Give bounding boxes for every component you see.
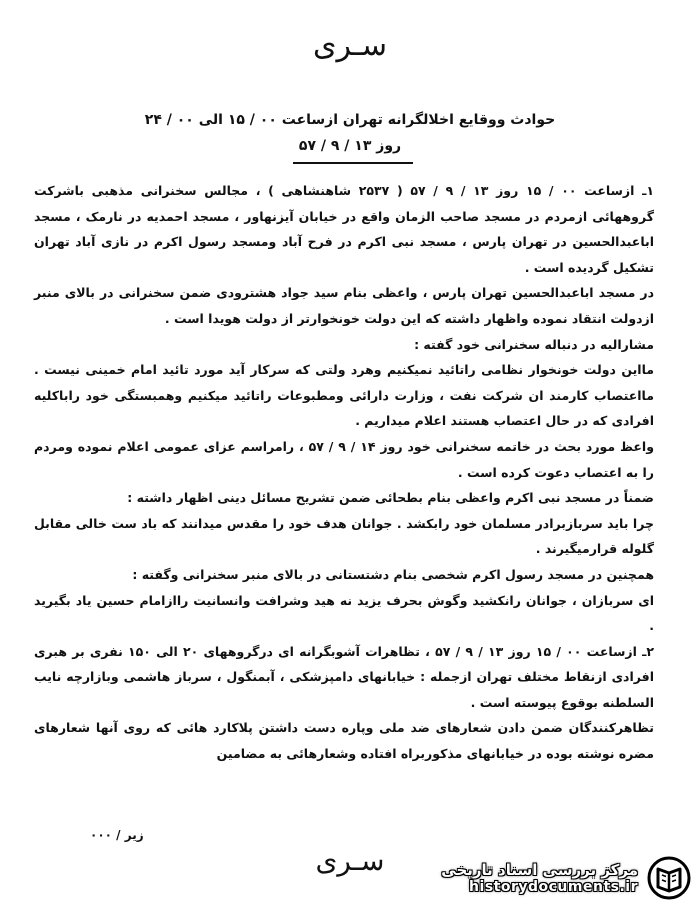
paragraph-9: ای سربازان ، جوانان رانکشید وگوش بحرف یزید نه هید وشرافت وانسانیت راازامام حسین یاد بگیرید .	[34, 592, 654, 634]
watermark	[402, 848, 692, 908]
watermark-url: historydocuments.ir	[469, 879, 638, 895]
classification-stamp-bottom: سـری	[315, 844, 385, 877]
watermark-text	[441, 861, 638, 895]
document-date: روز ۱۳ / ۹ / ۵۷	[298, 138, 402, 154]
paragraph-5: واعظ مورد بحث در خاتمه سخنرانی خود روز ۱۴ / ۹ / ۵۷ ، رامراسم عزای عمومی اعلام نموده ومردم را به اعتصاب دعوت کرده است .	[34, 438, 654, 480]
classification-stamp-top: سـری	[313, 28, 387, 63]
page-marker: زیر / ۰۰۰	[90, 828, 144, 842]
paragraph-4: مااین دولت خونخوار نظامی راتائید نمیکنیم وهرد ولتی که سرکار آید مورد تائید امام خمینی نیست . مااعتصاب کارمند ان شرکت نفت ، وزارت دارائی ومطبوعات راتائید میکنیم وهمبستگی خود راباکلیه افرادی که در حال اعتصاب هستند اعلام میداریم .	[34, 362, 654, 429]
paragraph-3: مشارالیه در دنباله سخنرانی خود گفته :	[414, 336, 654, 352]
paragraph-1: ۱ـ ازساعت ۰۰ / ۱۵ روز ۱۳ / ۹ / ۵۷ ( ۲۵۳۷ شاهنشاهی ) ، مجالس سخنرانی مذهبی باشرکت گروههائی ازمردم در مسجد صاحب الزمان واقع در خیابان آیزنهاور ، مسجد احمدیه در نارمک ، مسجد اباعبدالحسین در تهران پارس ، مسجد نبی اکرم در فرح آباد ومسجد رسول اکرم در نازی آباد تهران تشکیل گردیده است .	[34, 183, 654, 275]
document-title: حوادث ووقایع اخلالگرانه تهران ازساعت ۰۰ / ۱۵ الی ۰۰ / ۲۴	[144, 112, 556, 128]
paragraph-2: در مسجد اباعبدالحسین تهران پارس ، واعظی بنام سید جواد هشترودی ضمن سخنرانی در بالای منبر ازدولت انتقاد نموده واظهار داشته که این دولت خونخوارتر از دولت هویدا است .	[34, 285, 654, 326]
paragraph-11: تظاهرکنندگان ضمن دادن شعارهای ضد ملی وپاره دست داشتن پلاکارد هائی که روی آنها شعارهای مضره نوشته بوده در خیابانهای مذکوربراه افتاده وشعارهائی به مضامین	[34, 720, 654, 762]
watermark-name: مرکز بررسی اسناد تاریخی	[441, 861, 638, 879]
paragraph-10: ۲ـ ازساعت ۰۰ / ۱۵ روز ۱۳ / ۹ / ۵۷ ، تظاهرات آشوبگرانه ای درگروههای ۲۰ الی ۱۵۰ نفری بر هبری افرادی ازنقاط مختلف تهران ازجمله : خیابانهای دامپزشکی ، آبمنگول ، سرباز هاشمی وبازارچه نایب السلطنه بوقوع پیوسته است .	[34, 643, 654, 710]
paragraph-8: همچنین در مسجد رسول اکرم شخصی بنام دشتستانی در بالای منبر سخنرانی وگفته :	[132, 566, 654, 582]
paragraph-6: ضمناً در مسجد نبی اکرم واعظی بنام بطحائی ضمن تشریح مسائل دینی اظهار داشته :	[127, 490, 654, 506]
document-body	[34, 178, 654, 767]
paragraph-7: چرا باید سربازبرادر مسلمان خود رابکشد . جوانان هدف خود را مقدس میدانند که باد ست خالی مقابل گلوله قرارمیگیرند .	[34, 515, 654, 557]
date-underline	[293, 162, 413, 164]
book-emblem-icon	[646, 855, 692, 901]
